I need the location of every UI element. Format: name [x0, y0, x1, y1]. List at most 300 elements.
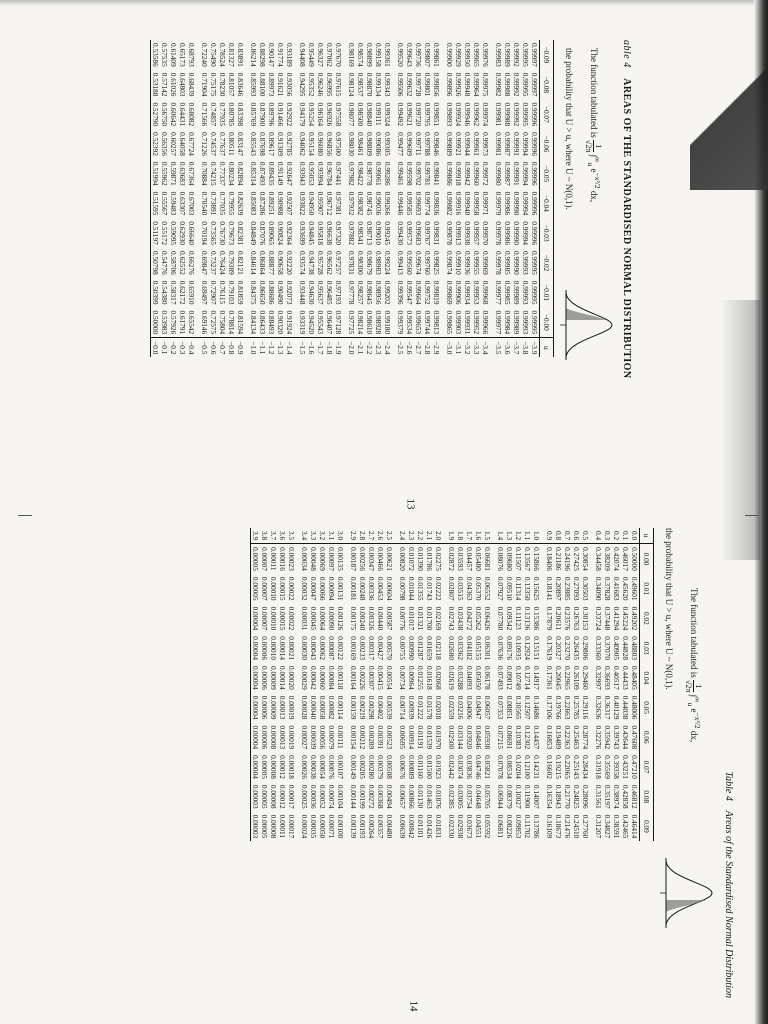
- table-row: [318, 528, 327, 841]
- table-cell: 0.99921: [454, 132, 463, 156]
- table-cell: 0.14686: [532, 695, 541, 720]
- table-cell: 0.02559: [447, 695, 456, 720]
- u-value: 0.6: [572, 528, 581, 544]
- table-cell: 0.94845: [307, 221, 316, 246]
- table-cell: 0.00043: [309, 636, 318, 660]
- table-cell: 0.21476: [563, 814, 572, 839]
- table-cell: 0.99693: [414, 191, 423, 216]
- table-cell: 0.40905: [612, 636, 621, 660]
- table-row: [474, 528, 483, 841]
- table-cell: 0.94630: [307, 280, 316, 305]
- table-cell: 0.91149: [276, 161, 285, 186]
- table-cell: 0.51197: [151, 218, 161, 248]
- table-cell: 0.00280: [367, 755, 376, 779]
- table-cell: 0.98778: [365, 161, 374, 186]
- u-value: 0.0: [630, 528, 640, 544]
- table-cell: 0.99224: [383, 251, 392, 275]
- table-cell: 0.00004: [251, 663, 261, 693]
- table-cell: 0.99245: [383, 221, 392, 246]
- table-cell: 0.02807: [447, 576, 456, 601]
- table-cell: 0.90658: [276, 251, 285, 275]
- table-cell: 0.92364: [285, 221, 294, 246]
- table-cell: 0.99461: [396, 161, 405, 186]
- table-cell: 0.99994: [521, 221, 530, 246]
- table-cell: 0.06426: [483, 606, 492, 631]
- table-cell: 0.00889: [407, 755, 416, 779]
- table-cell: 0.50399: [151, 278, 161, 308]
- table-cell: 0.38209: [603, 547, 612, 571]
- table-cell: 0.98461: [356, 132, 365, 156]
- table-cell: 0.80234: [227, 161, 236, 186]
- table-cell: 0.00008: [269, 755, 278, 779]
- table-row: [316, 40, 325, 357]
- table-cell: 0.99906: [454, 280, 463, 305]
- table-cell: 0.92785: [285, 132, 294, 156]
- table-cell: 0.00008: [269, 784, 278, 809]
- table-cell: 0.57926: [169, 310, 178, 335]
- table-cell: 0.78814: [227, 310, 236, 335]
- table-cell: 0.00368: [376, 784, 385, 809]
- table-cell: 0.05821: [483, 755, 492, 779]
- table-cell: 0.00087: [327, 636, 336, 660]
- table-cell: 0.00019: [287, 725, 296, 750]
- table-cell: 0.99952: [472, 310, 481, 335]
- table-cell: 0.00066: [318, 576, 327, 601]
- table-cell: 0.00009: [269, 695, 278, 720]
- table-cell: 0.99995: [530, 310, 539, 335]
- table-cell: 0.00004: [251, 604, 261, 634]
- column-header: 0.04: [640, 663, 654, 693]
- table-cell: 0.81859: [236, 280, 245, 305]
- table-cell: 0.27093: [572, 576, 581, 601]
- table-cell: 0.90490: [276, 280, 285, 305]
- table-cell: 0.02275: [434, 547, 443, 571]
- table-cell: 0.49202: [630, 606, 639, 631]
- table-cell: 0.97670: [334, 43, 343, 67]
- table-cell: 0.02743: [447, 606, 456, 631]
- table-cell: 0.04746: [474, 755, 483, 779]
- table-cell: 0.44433: [621, 666, 630, 690]
- scan-artifact: [690, 60, 768, 190]
- u-value: 2.8: [358, 528, 367, 544]
- table-cell: 0.86214: [249, 43, 258, 67]
- u-value: −2.4: [383, 338, 396, 358]
- table-cell: 0.00587: [385, 606, 394, 631]
- table-cell: 0.99609: [405, 132, 414, 156]
- u-value: 3.9: [251, 528, 261, 544]
- u-value: 3.2: [318, 528, 327, 544]
- table-cell: 0.00031: [300, 606, 309, 631]
- table-cell: 0.99981: [494, 132, 503, 156]
- table-cell: 0.00866: [407, 784, 416, 809]
- table-cell: 0.00199: [358, 784, 367, 809]
- u-value: −3.6: [503, 338, 512, 358]
- table-cell: 0.99994: [521, 132, 530, 156]
- table-cell: 0.99874: [445, 251, 454, 275]
- table-cell: 0.15625: [532, 576, 541, 601]
- table-cell: 0.99926: [454, 72, 463, 97]
- table-cell: 0.56356: [160, 132, 169, 156]
- table-cell: 0.99970: [481, 221, 490, 246]
- table-cell: 0.63683: [178, 161, 187, 186]
- table-cell: 0.24825: [572, 784, 581, 809]
- table-cell: 0.94295: [298, 72, 307, 97]
- table-cell: 0.81594: [236, 310, 245, 335]
- table-cell: 0.21770: [563, 784, 572, 809]
- table-cell: 0.99547: [405, 280, 414, 305]
- table-cell: 0.99965: [472, 43, 481, 67]
- table-cell: 0.10565: [514, 695, 523, 720]
- table-cell: 0.99931: [463, 310, 472, 335]
- table-cell: 0.00012: [278, 755, 287, 779]
- table-cell: 0.99134: [374, 72, 383, 97]
- table-cell: 0.00621: [385, 547, 394, 571]
- u-value: 1.6: [474, 528, 483, 544]
- table-cell: 0.00069: [318, 547, 327, 571]
- table-row: [160, 40, 169, 357]
- table-cell: 0.82381: [236, 221, 245, 246]
- table-cell: 0.64058: [178, 132, 187, 156]
- table-cell: 0.25785: [572, 695, 581, 720]
- column-header: −0.09: [540, 40, 554, 70]
- u-value: −2.0: [347, 338, 356, 358]
- table-cell: 0.91621: [276, 72, 285, 97]
- table-cell: 0.99683: [414, 221, 423, 246]
- table-cell: 0.00193: [358, 814, 367, 839]
- table-cell: 0.58706: [169, 251, 178, 275]
- table-cell: 0.00169: [349, 636, 358, 660]
- table-cell: 0.99958: [472, 191, 481, 216]
- table-row: [385, 528, 398, 841]
- table-cell: 0.37448: [603, 606, 612, 631]
- table-cell: 0.81057: [227, 72, 236, 97]
- table-row: [630, 528, 640, 841]
- table-cell: 0.08226: [505, 814, 514, 839]
- table-cell: 0.01017: [407, 606, 416, 631]
- table-cell: 0.00114: [336, 695, 345, 720]
- table-cell: 0.00030: [300, 636, 309, 660]
- table-cell: 0.99938: [463, 221, 472, 246]
- table-cell: 0.74537: [209, 132, 218, 156]
- column-header: 0.05: [640, 693, 654, 723]
- table-cell: 0.00657: [398, 784, 407, 809]
- table-cell: 0.29806: [581, 636, 590, 660]
- table-cell: 0.00122: [336, 636, 345, 660]
- fraction: [584, 140, 603, 152]
- table-cell: 0.01321: [416, 606, 425, 631]
- table-cell: 0.08691: [505, 725, 514, 750]
- table-cell: 0.00018: [287, 755, 296, 779]
- table-cell: 0.16853: [545, 725, 554, 750]
- u-value: 2.6: [376, 528, 385, 544]
- table-cell: 0.99446: [396, 191, 405, 216]
- table-cell: 0.93699: [298, 221, 307, 246]
- numerator: 1: [593, 144, 603, 149]
- u-value: −1.5: [298, 338, 307, 358]
- table-cell: 0.95994: [316, 161, 325, 186]
- table-cell: 0.00326: [367, 606, 376, 631]
- table-cell: 0.99962: [472, 102, 481, 127]
- table-cell: 0.67724: [187, 132, 196, 156]
- table-cell: 0.99882: [445, 191, 454, 216]
- table-cell: 0.30153: [581, 606, 590, 631]
- table-cell: 0.98610: [365, 310, 374, 335]
- table-cell: 0.99929: [454, 43, 463, 67]
- table-title: [723, 771, 734, 998]
- denominator: √2π: [583, 139, 593, 153]
- table-cell: 0.18943: [554, 784, 563, 809]
- table-row: [376, 528, 385, 841]
- column-header: −0.04: [540, 189, 554, 219]
- table-cell: 0.04272: [465, 606, 474, 631]
- table-cell: 0.71566: [200, 102, 209, 127]
- table-cell: 0.99918: [454, 161, 463, 186]
- table-row: [358, 528, 367, 841]
- table-row: [365, 40, 374, 357]
- table-cell: 0.98956: [374, 280, 383, 305]
- table-cell: 0.99413: [396, 251, 405, 275]
- u-value: 1.5: [483, 528, 496, 544]
- table-cell: 0.99653: [414, 310, 423, 335]
- table-cell: 0.00020: [287, 666, 296, 690]
- table-cell: 0.00006: [260, 725, 269, 750]
- column-header: −0.07: [540, 99, 554, 129]
- table-cell: 0.79673: [227, 221, 236, 246]
- table-cell: 0.53983: [160, 310, 169, 335]
- u-value: 2.1: [425, 528, 434, 544]
- table-cell: 0.01786: [425, 547, 434, 571]
- table-cell: 0.99728: [414, 72, 423, 97]
- u-value: −0.6: [209, 338, 218, 358]
- table-cell: 0.99987: [503, 132, 512, 156]
- table-cell: 0.53188: [151, 70, 161, 100]
- table-cell: 0.47210: [630, 755, 639, 779]
- table-row: [218, 40, 227, 357]
- table-cell: 0.80785: [227, 102, 236, 127]
- table-cell: 0.39358: [612, 755, 621, 779]
- table-cell: 0.98713: [365, 221, 374, 246]
- table-cell: 0.98870: [365, 72, 374, 97]
- table-cell: 0.31918: [594, 755, 603, 779]
- table-cell: 0.00047: [309, 576, 318, 601]
- table-cell: 0.48405: [630, 666, 639, 690]
- table-cell: 0.99955: [472, 251, 481, 275]
- column-header-u: u: [640, 528, 654, 544]
- table-cell: 0.98300: [356, 251, 365, 275]
- table-cell: 0.03362: [456, 636, 465, 660]
- table-cell: 0.89435: [267, 161, 276, 186]
- table-cell: 0.43644: [621, 725, 630, 750]
- table-cell: 0.97062: [325, 43, 334, 67]
- table-row: [532, 528, 545, 841]
- table-cell: 0.83891: [236, 43, 245, 67]
- table-cell: 0.77935: [218, 102, 227, 127]
- table-cell: 0.95154: [307, 132, 316, 156]
- table-row: [572, 528, 581, 841]
- table-cell: 0.97778: [347, 280, 356, 305]
- u-value: 0.3: [603, 528, 612, 544]
- table-cell: 0.22965: [563, 666, 572, 690]
- u-value: −3.3: [472, 338, 481, 358]
- u-value: −0.4: [187, 338, 200, 358]
- table-cell: 0.07215: [496, 725, 505, 750]
- table-cell: 0.73891: [209, 191, 218, 216]
- table-cell: 0.03216: [456, 695, 465, 720]
- table-cell: 0.26435: [572, 636, 581, 660]
- table-cell: 0.99621: [405, 102, 414, 127]
- table-cell: 0.46812: [630, 784, 639, 809]
- table-cell: 0.82121: [236, 251, 245, 275]
- table-cell: 0.88493: [267, 310, 276, 335]
- table-cell: 0.99913: [454, 221, 463, 246]
- column-header: 0.00: [640, 544, 654, 574]
- u-value: −3.0: [445, 338, 454, 358]
- table-row: [398, 528, 407, 841]
- table-cell: 0.99995: [530, 251, 539, 275]
- table-row: [285, 40, 298, 357]
- table-cell: 0.02385: [447, 784, 456, 809]
- table-cell: 0.78230: [218, 72, 227, 97]
- table-row: [178, 40, 187, 357]
- table-cell: 0.11900: [523, 784, 532, 809]
- table-cell: 0.88298: [258, 43, 267, 67]
- table-row: [530, 40, 540, 357]
- column-header: −0.02: [540, 248, 554, 278]
- table-cell: 0.00022: [287, 606, 296, 631]
- table-cell: 0.30854: [581, 547, 590, 571]
- u-value: −0.3: [178, 338, 187, 358]
- table-cell: 0.98899: [365, 43, 374, 67]
- table-cell: 0.12302: [523, 725, 532, 750]
- table-cell: 0.44828: [621, 636, 630, 660]
- table-cell: 0.99910: [454, 251, 463, 275]
- table-cell: 0.96164: [316, 102, 325, 127]
- table-cell: 0.00005: [260, 755, 269, 779]
- u-value: −2.7: [414, 338, 423, 358]
- table-cell: 0.00126: [336, 606, 345, 631]
- table-cell: 0.00007: [260, 547, 269, 571]
- u-value: 0.5: [581, 528, 594, 544]
- table-cell: 0.02330: [447, 814, 456, 839]
- table-cell: 0.99180: [383, 310, 392, 335]
- table-cell: 0.96926: [325, 102, 334, 127]
- table-cell: 0.99983: [494, 43, 503, 67]
- table-cell: 0.99994: [521, 161, 530, 186]
- table-row: [336, 528, 349, 841]
- table-cell: 0.56750: [160, 102, 169, 127]
- table-row: [258, 40, 267, 357]
- table-cell: 0.45224: [621, 606, 630, 631]
- table-row: [554, 528, 563, 841]
- table-row: [307, 40, 316, 357]
- u-value: 1.0: [532, 528, 545, 544]
- table-row: [260, 528, 269, 841]
- column-header: 0.06: [640, 722, 654, 752]
- table-cell: 0.99801: [423, 72, 432, 97]
- table-cell: 0.00003: [251, 812, 261, 842]
- table-cell: 0.13786: [532, 814, 541, 839]
- table-cell: 0.00079: [327, 725, 336, 750]
- table-cell: 0.01355: [416, 576, 425, 601]
- table-row: [523, 528, 532, 841]
- table-cell: 0.99831: [432, 221, 441, 246]
- table-cell: 0.93574: [298, 251, 307, 275]
- table-cell: 0.43251: [621, 755, 630, 779]
- table-cell: 0.92507: [285, 191, 294, 216]
- table-cell: 0.96080: [316, 132, 325, 156]
- table-row: [151, 40, 161, 357]
- table-cell: 0.99981: [494, 102, 503, 127]
- table-cell: 0.99940: [463, 191, 472, 216]
- table-cell: 0.06944: [496, 784, 505, 809]
- u-value: −3.9: [530, 338, 540, 358]
- table-cell: 0.86433: [258, 310, 267, 335]
- table-cell: 0.09176: [505, 636, 514, 660]
- table-cell: 0.00226: [358, 666, 367, 690]
- table-cell: 0.05155: [474, 636, 483, 660]
- table-cell: 0.00004: [251, 693, 261, 723]
- table-cell: 0.02118: [434, 636, 443, 660]
- table-cell: 0.12714: [523, 666, 532, 690]
- table-cell: 0.00007: [260, 606, 269, 631]
- table-cell: 0.60257: [169, 132, 178, 156]
- table-cell: 0.88686: [267, 280, 276, 305]
- table-cell: 0.00205: [358, 755, 367, 779]
- table-cell: 0.00466: [376, 547, 385, 571]
- table-cell: 0.22065: [563, 755, 572, 779]
- table-cell: 0.99924: [454, 102, 463, 127]
- table-cell: 0.04648: [474, 784, 483, 809]
- table-cell: 0.03836: [465, 755, 474, 779]
- table-row: [514, 528, 523, 841]
- table-cell: 0.00019: [287, 695, 296, 720]
- u-value: −3.8: [521, 338, 530, 358]
- table-cell: 0.00029: [300, 666, 309, 690]
- table-cell: 0.55567: [160, 191, 169, 216]
- u-value: 3.4: [300, 528, 309, 544]
- table-cell: 0.00042: [309, 666, 318, 690]
- table-row: [227, 40, 236, 357]
- table-cell: 0.99836: [432, 191, 441, 216]
- table-cell: 0.00307: [367, 666, 376, 690]
- table-cell: 0.00054: [318, 755, 327, 779]
- table-cell: 0.50000: [151, 307, 161, 337]
- table-cell: 0.00027: [300, 725, 309, 750]
- table-cell: 0.55962: [160, 161, 169, 186]
- table-cell: 0.60642: [169, 102, 178, 127]
- table-cell: 0.82894: [236, 161, 245, 186]
- table-cell: 0.76115: [218, 280, 227, 305]
- table-cell: 0.08534: [505, 755, 514, 779]
- table-cell: 0.02938: [456, 814, 465, 839]
- table-cell: 0.00798: [398, 576, 407, 601]
- table-cell: 0.68082: [187, 102, 196, 127]
- table-cell: 0.99286: [383, 161, 392, 186]
- table-cell: 0.00104: [336, 784, 345, 809]
- table-cell: 0.06681: [483, 547, 492, 571]
- table-cell: 0.99988: [503, 72, 512, 97]
- table-cell: 0.99893: [445, 102, 454, 127]
- u-value: −2.6: [405, 338, 414, 358]
- table-cell: 0.99986: [503, 221, 512, 246]
- table-cell: 0.00024: [300, 814, 309, 839]
- table-cell: 0.97882: [347, 221, 356, 246]
- table-row: [494, 40, 503, 357]
- column-header: 0.07: [640, 752, 654, 782]
- table-cell: 0.01659: [425, 636, 434, 660]
- table-cell: 0.00021: [287, 636, 296, 660]
- exponent: −x²/2: [693, 712, 702, 729]
